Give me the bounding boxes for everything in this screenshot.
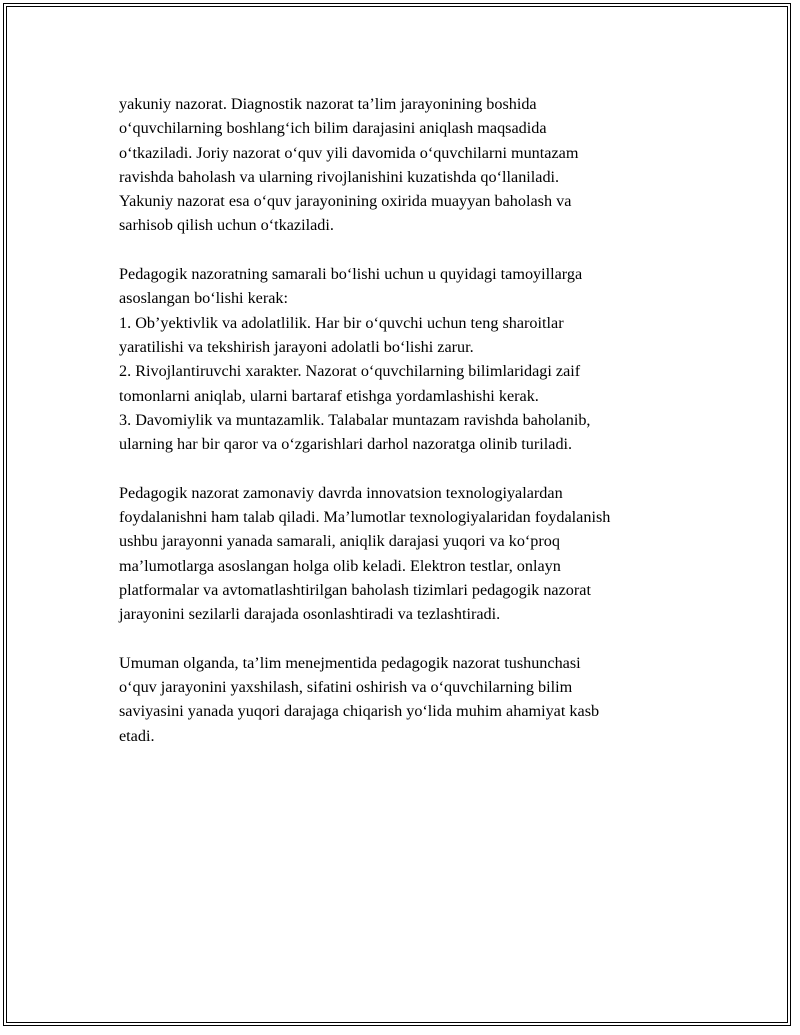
- paragraph-innovation: [119, 481, 699, 627]
- text-line: o‘quv jarayonini yaxshilash, sifatini oshirish va o‘quvchilarning bilim: [119, 678, 573, 697]
- text-line: saviyasini yanada yuqori darajaga chiqarish yo‘lida muhim ahamiyat kasb: [119, 702, 600, 721]
- paragraph-conclusion: [119, 651, 699, 748]
- text-line: yaratilishi va tekshirish jarayoni adolatli bo‘lishi zarur.: [119, 337, 474, 356]
- list-item: 1. Ob’yektivlik va adolatlilik. Har bir o‘quvchi uchun teng sharoitlar: [119, 313, 564, 332]
- text-line: o‘tkaziladi. Joriy nazorat o‘quv yili davomida o‘quvchilarni muntazam: [119, 143, 579, 162]
- text-line: sarhisob qilish uchun o‘tkaziladi.: [119, 216, 334, 235]
- text-line: platformalar va avtomatlashtirilgan baholash tizimlari pedagogik nazorat: [119, 580, 591, 599]
- text-line: foydalanishni ham talab qiladi. Ma’lumotlar texnologiyalaridan foydalanish: [119, 508, 611, 527]
- text-line: Umuman olganda, ta’lim menejmentida pedagogik nazorat tushunchasi: [119, 653, 581, 672]
- paragraph-control-types: [119, 92, 699, 238]
- text-line: etadi.: [119, 726, 155, 745]
- paragraph-principles: [119, 262, 699, 456]
- text-line: yakuniy nazorat. Diagnostik nazorat ta’lim jarayonining boshida: [119, 95, 537, 113]
- text-line: asoslangan bo‘lishi kerak:: [119, 289, 289, 308]
- text-line: ushbu jarayonni yanada samarali, aniqlik darajasi yuqori va ko‘proq: [119, 532, 560, 551]
- text-line: Yakuniy nazorat esa o‘quv jarayonining oxirida muayyan baholash va: [119, 192, 572, 211]
- text-line: ularning har bir qaror va o‘zgarishlari darhol nazoratga olinib turiladi.: [119, 435, 573, 454]
- document-body: [119, 92, 699, 772]
- text-line: ma’lumotlarga asoslangan holga olib keladi. Elektron testlar, onlayn: [119, 556, 561, 575]
- text-line: Pedagogik nazorat zamonaviy davrda innovatsion texnologiyalardan: [119, 483, 563, 502]
- text-line: o‘quvchilarning boshlang‘ich bilim darajasini aniqlash maqsadida: [119, 119, 547, 138]
- list-item: 2. Rivojlantiruvchi xarakter. Nazorat o‘quvchilarning bilimlaridagi zaif: [119, 362, 581, 381]
- text-line: jarayonini sezilarli darajada osonlashtiradi va tezlashtiradi.: [119, 605, 501, 624]
- text-line: Pedagogik nazoratning samarali bo‘lishi uchun u quyidagi tamoyillarga: [119, 265, 583, 284]
- text-line: tomonlarni aniqlab, ularni bartaraf etishga yordamlashishi kerak.: [119, 386, 539, 405]
- text-line: ravishda baholash va ularning rivojlanishini kuzatishda qo‘llaniladi.: [119, 167, 560, 186]
- list-item: 3. Davomiylik va muntazamlik. Talabalar muntazam ravishda baholanib,: [119, 410, 591, 429]
